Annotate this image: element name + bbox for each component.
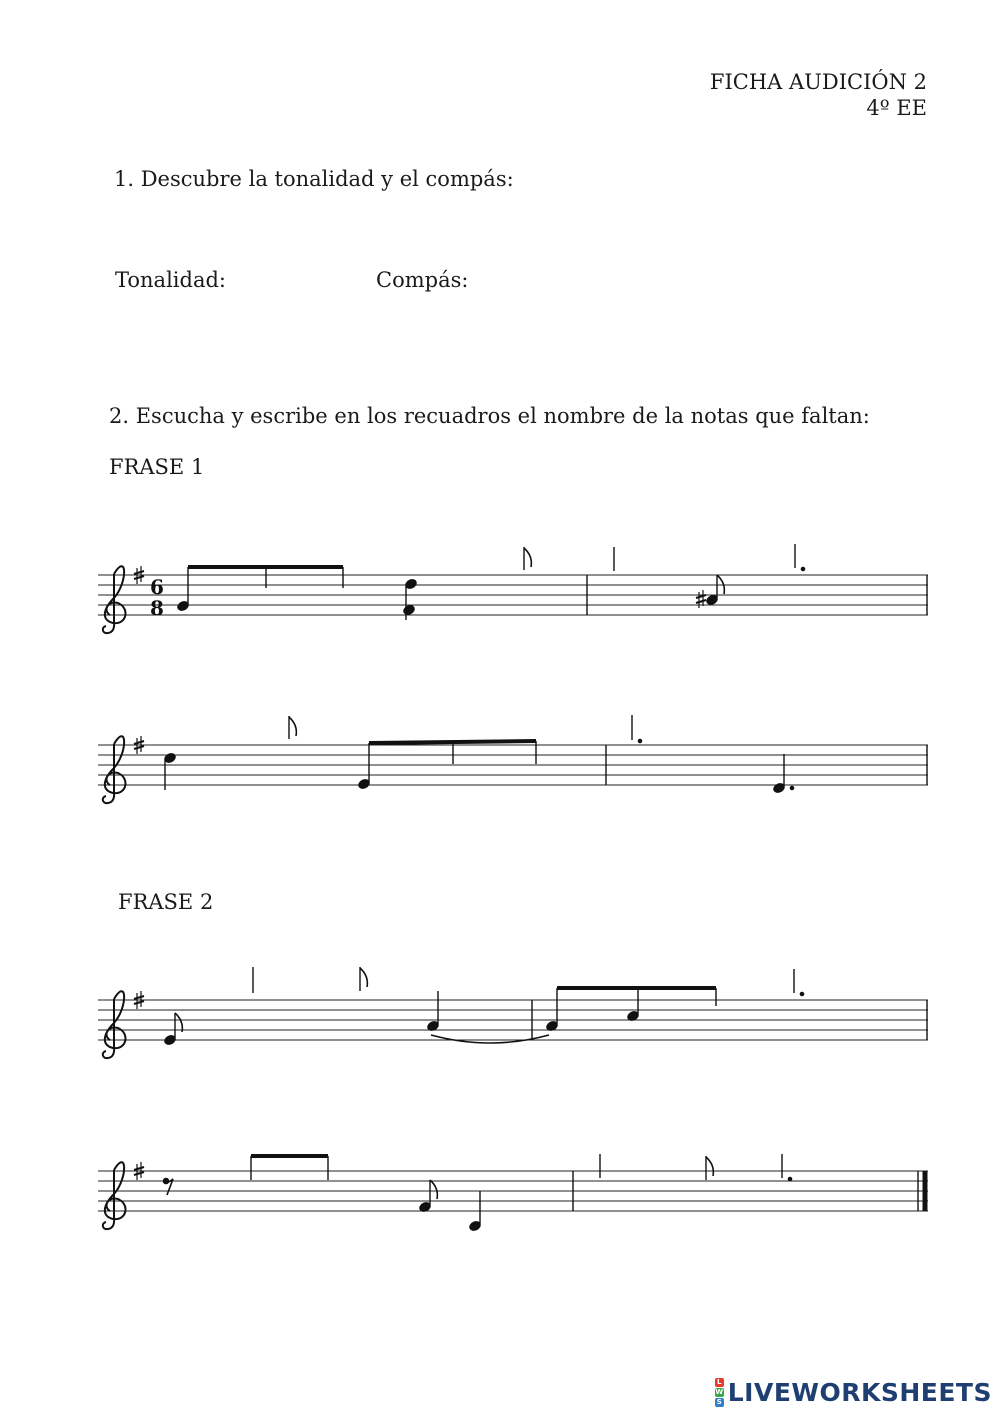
staff-lines: [98, 575, 928, 615]
svg-text:8: 8: [150, 596, 164, 620]
compas-label: Compás:: [376, 268, 469, 292]
staff-lines: [98, 1000, 928, 1040]
phrase-1-label: FRASE 1: [109, 455, 205, 479]
brand-icon-letter-w: W: [715, 1388, 724, 1396]
brand-icon-letter-s: S: [716, 1398, 722, 1406]
brand-icon: [715, 1378, 724, 1407]
staff-system-1: [0, 540, 1000, 640]
notes: [163, 1154, 925, 1232]
worksheet-title: FICHA AUDICIÓN 2: [709, 70, 927, 94]
treble-clef-icon: [103, 1162, 126, 1229]
question-1: 1. Descubre la tonalidad y el compás:: [114, 167, 514, 191]
treble-clef-icon: [103, 566, 126, 633]
liveworksheets-logo: [715, 1378, 992, 1407]
treble-clef-icon: [103, 991, 126, 1058]
tonalidad-label: Tonalidad:: [115, 268, 226, 292]
eighth-rest-icon: [163, 1178, 173, 1195]
staff-lines: [98, 745, 928, 785]
notes: [176, 544, 927, 620]
brand-name: LIVEWORKSHEETS: [727, 1378, 992, 1407]
brand-icon-letter-l: L: [715, 1378, 724, 1387]
time-signature: [150, 575, 164, 620]
staff-system-4: [0, 1148, 1000, 1248]
phrase-2-label: FRASE 2: [118, 890, 214, 914]
staff-lines: [98, 1171, 928, 1211]
staff-system-2: [0, 710, 1000, 810]
treble-clef-icon: [103, 736, 126, 803]
notes: [163, 967, 927, 1046]
svg-text:6: 6: [150, 575, 164, 599]
course-label: 4º EE: [866, 96, 927, 120]
question-2: 2. Escucha y escribe en los recuadros el nombre de la notas que faltan:: [109, 404, 870, 428]
staff-system-3: [0, 965, 1000, 1065]
